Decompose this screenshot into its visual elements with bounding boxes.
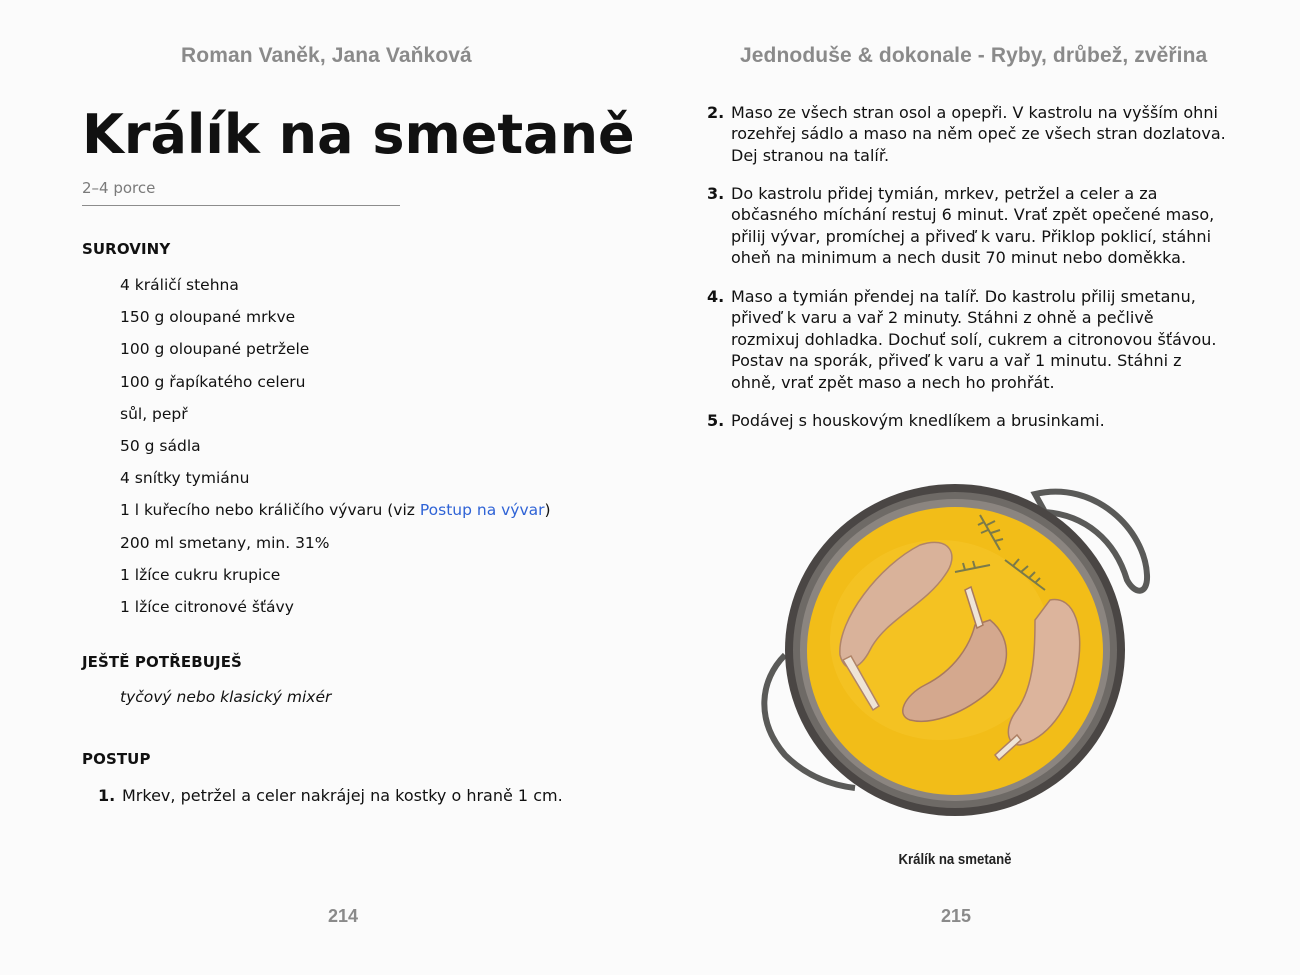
- step-number: 5.: [707, 411, 725, 430]
- method-step: [707, 410, 1227, 431]
- ingredient-item: 1 lžíce citronové šťávy: [120, 597, 294, 616]
- step-number: 2.: [707, 103, 725, 122]
- broth-text: 1 l kuřecího nebo králičího vývaru (viz: [120, 501, 420, 520]
- page-number-right: 215: [941, 906, 972, 926]
- running-head-authors: Roman Vaněk, Jana Vaňková: [181, 44, 472, 67]
- method-step: [707, 286, 1227, 393]
- method-heading: POSTUP: [82, 750, 151, 768]
- title-divider: [82, 205, 400, 206]
- photo-caption: Králík na smetaně: [898, 851, 1012, 868]
- step-text: Do kastrolu přidej tymián, mrkev, petržel a celer a za občasného míchání restuj 6 minut. Vrať zpět opečené maso, přilij vývar, promíchej a přiveď k varu. Přiklop poklicí, stáhni oheň na minimum a nech dusit 70 minut nebo doměkka.: [731, 184, 1215, 268]
- ingredient-item: 4 snítky tymiánu: [120, 469, 250, 488]
- broth-text-end: ): [544, 501, 551, 520]
- ingredient-item-broth: [120, 497, 551, 529]
- step-number: 1.: [98, 786, 116, 805]
- ingredient-item: 4 králičí stehna: [120, 276, 239, 294]
- ingredient-item: sůl, pepř: [120, 404, 188, 423]
- ingredient-item: 1 lžíce cukru krupice: [120, 565, 281, 584]
- ingredients-list: [120, 272, 551, 626]
- equipment-heading: JEŠTĚ POTŘEBUJEŠ: [82, 653, 242, 671]
- recipe-title: Králík na smetaně: [82, 103, 635, 166]
- page-number-left: 214: [328, 906, 359, 926]
- equipment-item: tyčový nebo klasický mixér: [120, 688, 332, 706]
- method-step: [98, 785, 568, 806]
- ingredient-item: 200 ml smetany, min. 31%: [120, 533, 330, 552]
- step-number: 3.: [707, 184, 725, 203]
- step-text: Mrkev, petržel a celer nakrájej na kostky o hraně 1 cm.: [122, 786, 563, 805]
- step-text: Podávej s houskovým knedlíkem a brusinkami.: [731, 411, 1105, 430]
- ingredients-heading: SUROVINY: [82, 240, 171, 258]
- servings: 2–4 porce: [82, 179, 156, 197]
- step-text: Maso ze všech stran osol a opepři. V kastrolu na vyšším ohni rozehřej sádlo a maso na něm opeč ze všech stran dozlatova. Dej stranou na talíř.: [731, 103, 1226, 165]
- right-page: [650, 0, 1300, 975]
- running-head-book-title: Jednoduše & dokonale - Ryby, drůbež, zvěřina: [740, 44, 1208, 67]
- method-step: [707, 183, 1227, 269]
- ingredient-item: 50 g sádla: [120, 436, 201, 455]
- ingredient-item: 100 g řapíkatého celeru: [120, 372, 306, 391]
- method-step: [707, 102, 1227, 166]
- step-text: Maso a tymián přendej na talíř. Do kastrolu přilij smetanu, přiveď k varu a vař 2 minuty. Stáhni z ohně a pečlivě rozmixuj dohladka. Dochuť solí, cukrem a citronovou šťávou. Postav na sporák, přiveď k varu a vař 1 minutu. Stáhni z ohně, vrať zpět maso a nech ho prohřát.: [731, 287, 1217, 392]
- broth-recipe-link[interactable]: Postup na vývar: [419, 501, 545, 520]
- dish-photo: [755, 470, 1155, 820]
- ingredient-item: 100 g oloupané petržele: [120, 340, 310, 359]
- ingredient-item: 150 g oloupané mrkve: [120, 308, 296, 327]
- step-number: 4.: [707, 287, 725, 306]
